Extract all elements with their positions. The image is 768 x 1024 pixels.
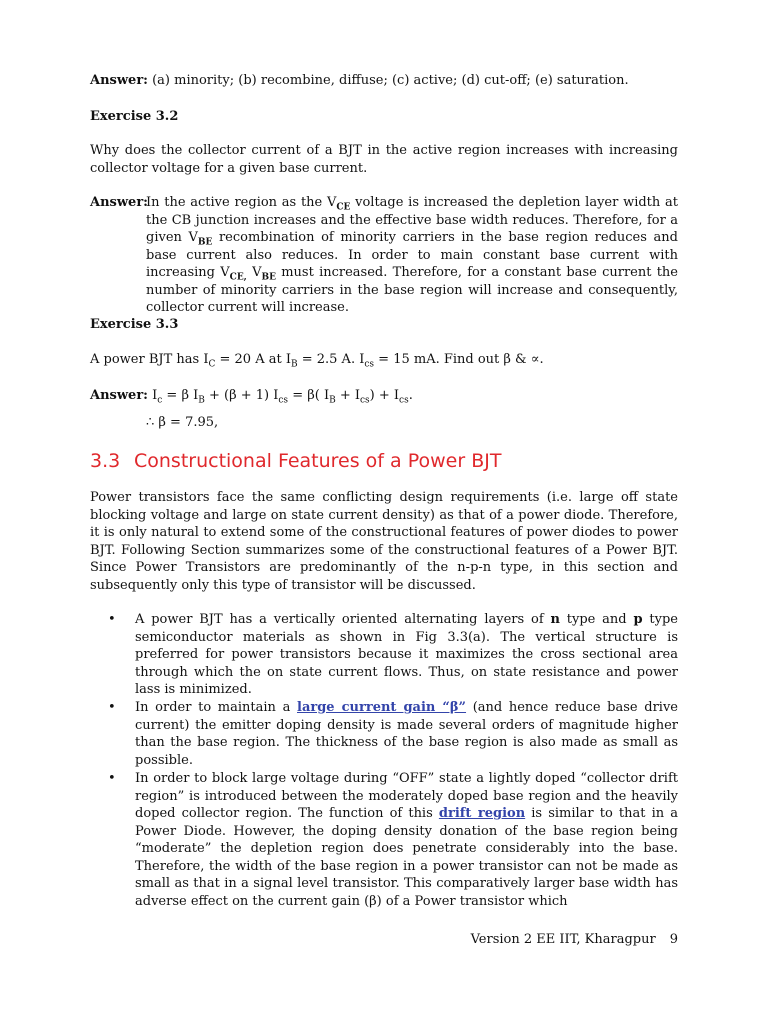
list-item-text: In order to block large voltage during “OFF” state a lightly doped “collector drift region” is introduced between the moderately doped base region and the heavily doped collector region. The function of this drift region is similar to that in a Power Diode. However, the doping density donation of the base region being “moderate” the depletion region does penetrate considerably into the base. Therefore, the width of the base region in a power transistor can not be made as small as that in a signal level transistor. This comparatively larger base width has adverse effect on the current gain (β) of a Power transistor which bbox=[135, 771, 679, 909]
drift-region-link[interactable]: drift region bbox=[438, 806, 526, 821]
list-item bbox=[108, 611, 678, 699]
answer-label: Answer: bbox=[90, 388, 148, 403]
bullet-icon: • bbox=[108, 700, 116, 715]
answer-1 bbox=[90, 72, 678, 90]
list-item-text: In order to maintain a large current gain “β” (and hence reduce base drive current) the emitter doping density is made several orders of magnitude higher than the base region. The thickness of the base region is also made as small as possible. bbox=[135, 700, 679, 768]
section-title: Constructional Features of a Power BJT bbox=[134, 450, 502, 472]
page-footer bbox=[471, 932, 678, 947]
answer-label: Answer: bbox=[90, 195, 148, 210]
section-intro-paragraph: Power transistors face the same conflicting design requirements (i.e. large off state blocking voltage and large on state current density) as that of a power diode. Therefore, it is only natural to extend some of the constructional features of power diodes to power BJT. Following Section summarizes some of the constructional features of a Power BJT. Since Power Transistors are predominantly of the n-p-n type, in this section and subsequently only this type of transistor will be discussed. bbox=[90, 490, 678, 593]
exercise-3-3-title: Exercise 3.3 bbox=[90, 317, 179, 332]
bullet-icon: • bbox=[108, 612, 116, 627]
exercise-3-2-title: Exercise 3.2 bbox=[90, 109, 179, 124]
list-item bbox=[108, 699, 678, 769]
list-item bbox=[108, 770, 678, 910]
section-heading bbox=[90, 450, 501, 472]
footer-text: Version 2 EE IIT, Kharagpur bbox=[470, 932, 656, 947]
exercise-3-3-question: A power BJT has $I_C = 20$ A at $I_B = 2.5$ A. $I_{cs} = 15$ mA. Find out β & ∝. bbox=[90, 352, 544, 370]
answer-3-result: ∴ β = 7.95, bbox=[146, 415, 219, 430]
answer-2 bbox=[90, 194, 678, 317]
answer-1-text: (a) minority; (b) recombine, diffuse; (c) active; (d) cut-off; (e) saturation. bbox=[147, 73, 629, 88]
answer-3: Answer: $I_c = \beta$ $I_B + (\beta + 1) I_{cs} = \beta$( $I_B + I_{cs}) + I_{cs}$. bbox=[90, 388, 413, 406]
list-item-text: A power BJT has a vertically oriented alternating layers of n type and p type semiconductor materials as shown in Fig 3.3(a). The vertical structure is preferred for power transistors because it maximizes the cross sectional area through which the on state current flows. Thus, on state resistance and power lass is minimized. bbox=[135, 612, 678, 697]
bullet-icon: • bbox=[108, 771, 116, 786]
exercise-3-2-question: Why does the collector current of a BJT in the active region increases with increasing collector voltage for a given base current. bbox=[90, 143, 678, 176]
answer-2-text: In the active region as the $V_{CE}$ voltage is increased the depletion layer width at the CB junction increases and the effective base width reduces. Therefore, for a given $V_{BE}$ recombination of minority carriers in the base region reduces and base current also reduces. In order to main constant base current with increasing $V_{CE,}$ $V_{BE}$ must increased. Therefore, for a constant base current the number of minority carriers in the base region will increase and consequently, collector current will increase. bbox=[146, 195, 679, 315]
section-number: 3.3 bbox=[90, 450, 121, 472]
answer-label: Answer: bbox=[90, 73, 148, 88]
large-current-gain-link[interactable]: large current gain “β” bbox=[297, 700, 467, 715]
page-number: 9 bbox=[669, 932, 678, 947]
